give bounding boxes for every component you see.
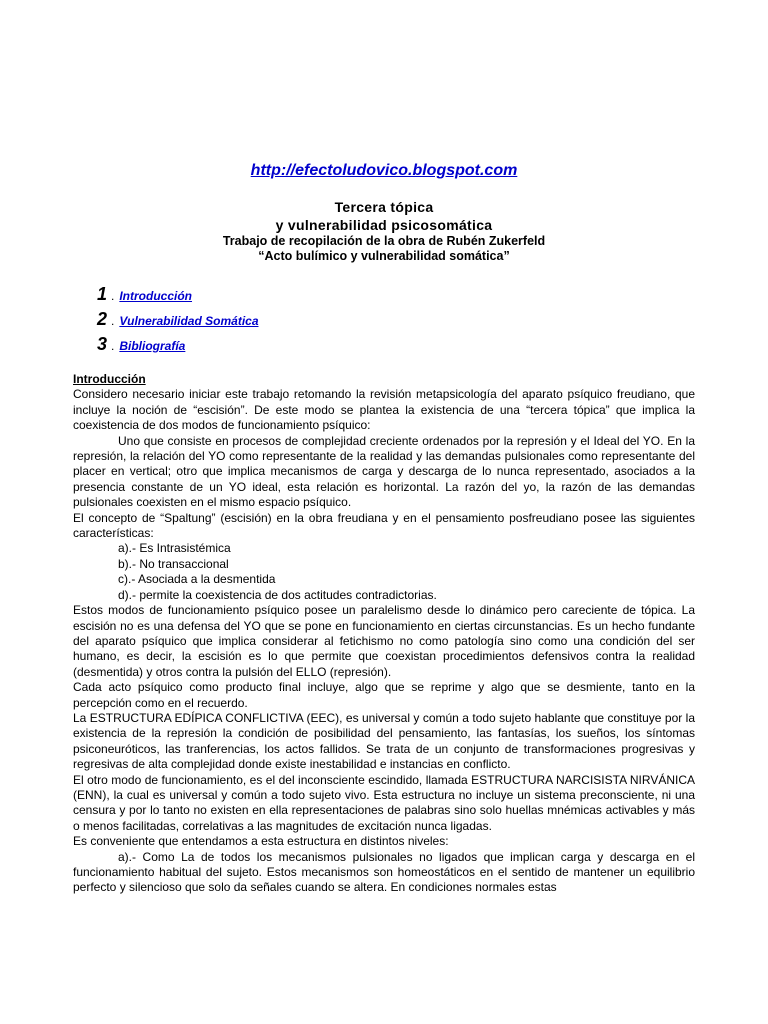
toc-number: 3 [97,334,108,354]
toc-item-bibliografia [97,334,259,359]
title-block [73,198,695,264]
toc-number: 1 [97,284,108,304]
toc-link-vulnerabilidad[interactable]: Vulnerabilidad Somática [119,314,259,328]
toc-item-introduccion [97,284,259,309]
toc-number: 2 [97,309,108,329]
title-line-2: y vulnerabilidad psicosomática [275,217,493,233]
paragraph: La ESTRUCTURA EDÍPICA CONFLICTIVA (EEC), es universal y común a todo sujeto hablante que constituye por la existencia de la represión la condición de posibilidad del pensamiento, las fantasías, los sueños, los síntomas psiconeuróticos, las tranferencias, los actos fallidos. Se trata de un conjunto de transformaciones progresivas y regresivas de alta complejidad donde existe inestabilidad e instancias en conflicto. [73,710,695,772]
subtitle-line-1: Trabajo de recopilación de la obra de Rubén Zukerfeld [222,234,546,248]
blog-url-link[interactable]: http://efectoludovico.blogspot.com [250,162,518,179]
list-item: c).- Asociada a la desmentida [118,572,276,587]
paragraph: Cada acto psíquico como producto final incluye, algo que se reprime y algo que se desmiente, tanto en la percepción como en el recuerdo. [73,680,695,710]
list-item: b).- No transaccional [118,556,229,571]
toc-dot: . [111,339,115,353]
list-item: d).- permite la coexistencia de dos actitudes contradictorias. [118,587,437,602]
toc-dot: . [111,289,115,303]
paragraph: a).- Como La de todos los mecanismos pulsionales no ligados que implican carga y descarga en el funcionamiento habitual del sujeto. Estos mecanismos son homeostáticos en el sentido de mantener un equilibrio perfecto y silencioso que solo da señales cuando se altera. En condiciones normales estas [73,849,695,895]
title-line-1: Tercera tópica [334,199,434,215]
toc-link-introduccion[interactable]: Introducción [119,289,193,303]
paragraph: El concepto de “Spaltung” (escisión) en la obra freudiana y en el pensamiento posfreudiano posee las siguientes características: [73,510,695,541]
paragraph: Considero necesario iniciar este trabajo retomando la revisión metapsicología del aparato psíquico freudiano, que incluye la noción de “escisión”. De este modo se plantea la existencia de una “tercera tópica” que implica la coexistencia de dos modos de funcionamiento psíquico: [73,387,695,433]
list-item: a).- Es Intrasistémica [118,541,231,556]
section-heading: Introducción [73,372,146,386]
paragraph: Es conveniente que entendamos a esta estructura en distintos niveles: [73,834,449,849]
subtitle-line-2: “Acto bulímico y vulnerabilidad somática” [258,249,510,263]
blog-url-header [73,162,695,180]
paragraph: Uno que consiste en procesos de complejidad creciente ordenados por la represión y el Ideal del YO. En la represión, la relación del YO como representante de la realidad y las demandas pulsionales como representante del placer en vertical; otro que implica mecanismos de carga y descarga de lo nunca representado, asociados a la presencia constante de un YO ideal, esta relación es horizontal. La razón del yo, la razón de las demandas pulsionales coexisten en el mismo espacio psíquico. [73,433,695,510]
toc-dot: . [111,314,115,328]
paragraph: Estos modos de funcionamiento psíquico posee un paralelismo desde lo dinámico pero careciente de tópica. La escisión no es una defensa del YO que se pone en funcionamiento en ciertas circunstancias. Es un hecho fundante del aparato psíquico que implica considerar al fetichismo no como patología sino como una condición del ser humano, es decir, la escisión es lo que permite que coexistan procedimientos defensivos contra la realidad (desmentida) y otros contra la pulsión del ELLO (represión). [73,603,695,679]
document-body [73,372,695,896]
toc-item-vulnerabilidad [97,309,259,334]
table-of-contents [97,284,259,359]
toc-link-bibliografia[interactable]: Bibliografía [119,339,186,353]
paragraph: El otro modo de funcionamiento, es el del inconsciente escindido, llamada ESTRUCTURA NARCISISTA NIRVÁNICA (ENN), la cual es universal y común a todo sujeto vivo. Esta estructura no incluye un sistema preconsciente, ni una censura y por lo tanto no existen en ella representaciones de palabras sino solo huellas mnémicas activables y más o menos facilitadas, correlativas a las magnitudes de excitación nunca ligadas. [73,772,695,833]
